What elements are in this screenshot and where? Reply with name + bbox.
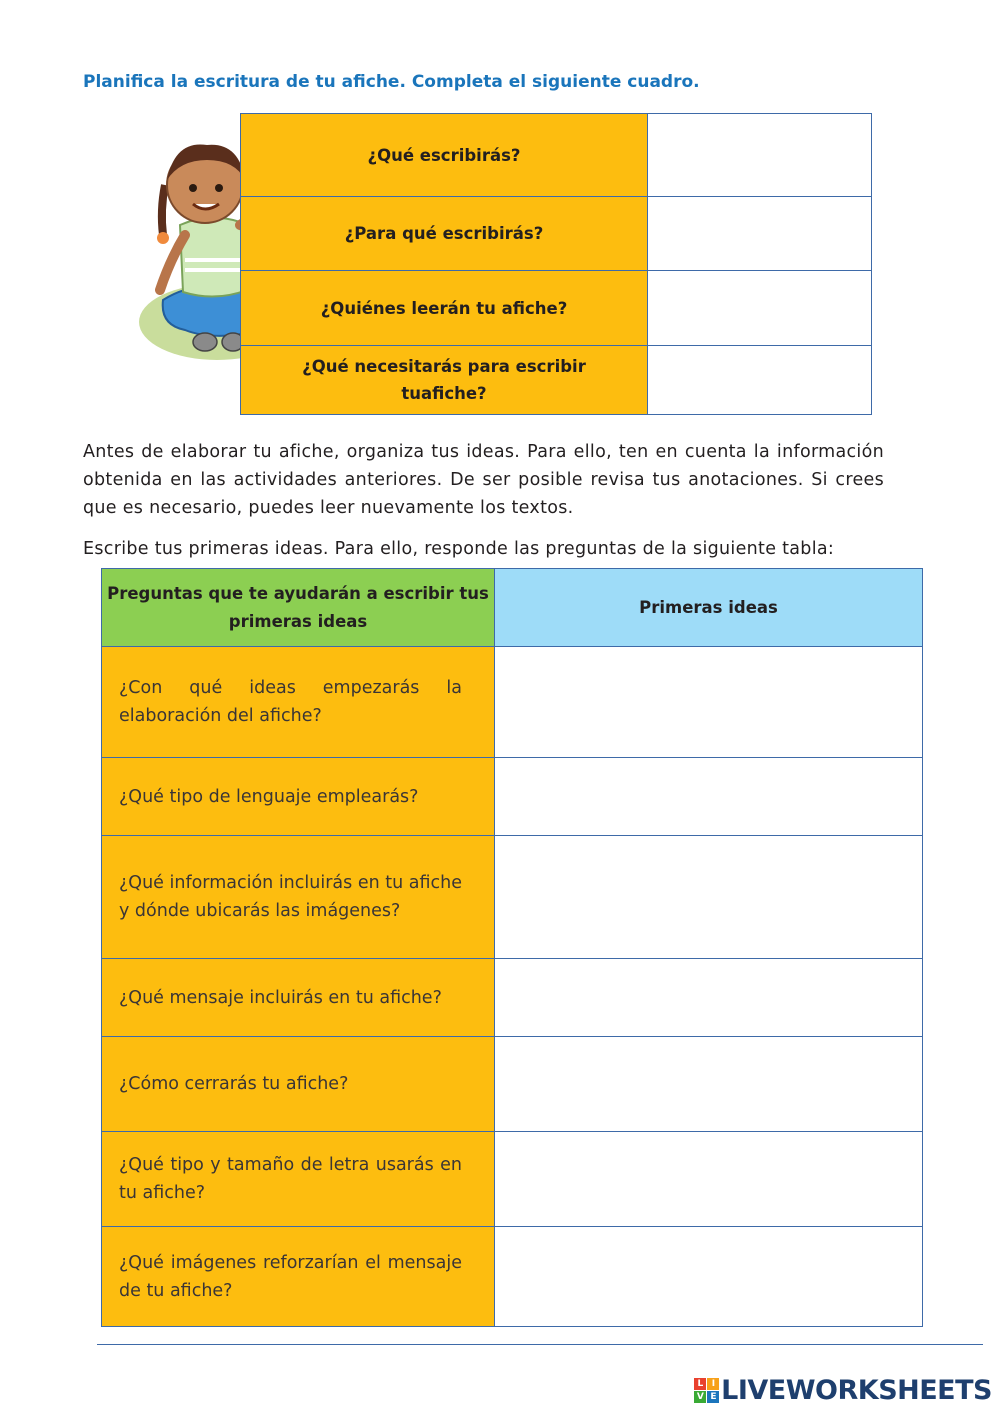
ideas-answer-cell[interactable]: [495, 1037, 923, 1132]
plan-answer-input[interactable]: [648, 301, 871, 318]
ideas-question: ¿Cómo cerrarás tu afiche?: [102, 1037, 495, 1132]
logo-letter: V: [694, 1391, 706, 1403]
plan-question: ¿Qué escribirás?: [241, 114, 648, 197]
ideas-question: ¿Qué tipo y tamaño de letra usarás en tu afiche?: [102, 1132, 495, 1227]
ideas-question: ¿Con qué ideas empezarás la elaboración del afiche?: [102, 647, 495, 758]
brand-text: LIVEWORKSHEETS: [721, 1375, 992, 1406]
plan-answer-input[interactable]: [648, 148, 871, 165]
ideas-row: [102, 959, 923, 1037]
plan-question: ¿Qué necesitarás para escribir tuafiche?: [241, 346, 648, 415]
ideas-row: [102, 1227, 923, 1327]
ideas-answer-cell[interactable]: [495, 1132, 923, 1227]
plan-answer-cell[interactable]: [648, 271, 872, 346]
ideas-row: [102, 647, 923, 758]
ideas-answer-input[interactable]: [495, 990, 922, 1007]
ideas-row: [102, 758, 923, 836]
plan-answer-cell[interactable]: [648, 197, 872, 271]
ideas-answer-input[interactable]: [495, 890, 922, 907]
ideas-answer-cell[interactable]: [495, 1227, 923, 1327]
ideas-question: ¿Qué información incluirás en tu afiche y dónde ubicarás las imágenes?: [102, 836, 495, 959]
plan-question: ¿Quiénes leerán tu afiche?: [241, 271, 648, 346]
plan-answer-cell[interactable]: [648, 346, 872, 415]
ideas-answer-cell[interactable]: [495, 647, 923, 758]
plan-question: ¿Para qué escribirás?: [241, 197, 648, 271]
ideas-answer-input[interactable]: [495, 1077, 922, 1094]
plan-row: [241, 346, 872, 415]
ideas-question: ¿Qué tipo de lenguaje emplearás?: [102, 758, 495, 836]
table-intro-paragraph: Escribe tus primeras ideas. Para ello, responde las preguntas de la siguiente tabla:: [83, 539, 835, 559]
plan-answer-cell[interactable]: [648, 114, 872, 197]
instructions-paragraph: Antes de elaborar tu afiche, organiza tus ideas. Para ello, ten en cuenta la información obtenida en las actividades anteriores. De ser posible revisa tus anotaciones. Si crees que es necesario, puedes leer nuevamente los textos.: [83, 442, 884, 518]
logo-letter: L: [694, 1378, 706, 1390]
ideas-row: [102, 1037, 923, 1132]
ideas-question: ¿Qué imágenes reforzarían el mensaje de tu afiche?: [102, 1227, 495, 1327]
plan-row: [241, 197, 872, 271]
ideas-answer-input[interactable]: [495, 695, 922, 712]
logo-icon: [694, 1378, 719, 1403]
ideas-answer-input[interactable]: [495, 1269, 922, 1286]
ideas-answer-input[interactable]: [495, 789, 922, 806]
plan-answer-input[interactable]: [648, 373, 871, 390]
liveworksheets-logo[interactable]: [694, 1375, 992, 1406]
ideas-table: [101, 568, 923, 1327]
ideas-row: [102, 1132, 923, 1227]
ideas-question: ¿Qué mensaje incluirás en tu afiche?: [102, 959, 495, 1037]
plan-answer-input[interactable]: [648, 226, 871, 243]
logo-letter: E: [707, 1391, 719, 1403]
logo-letter: I: [707, 1378, 719, 1390]
ideas-answer-cell[interactable]: [495, 758, 923, 836]
header-ideas: Primeras ideas: [495, 569, 923, 647]
header-questions: Preguntas que te ayudarán a escribir tus primeras ideas: [102, 569, 495, 647]
ideas-header-row: [102, 569, 923, 647]
ideas-answer-cell[interactable]: [495, 836, 923, 959]
plan-table: [240, 113, 872, 415]
ideas-row: [102, 836, 923, 959]
footer-divider: [97, 1344, 983, 1345]
ideas-answer-input[interactable]: [495, 1172, 922, 1189]
plan-row: [241, 271, 872, 346]
ideas-answer-cell[interactable]: [495, 959, 923, 1037]
plan-row: [241, 114, 872, 197]
page-heading: Planifica la escritura de tu afiche. Completa el siguiente cuadro.: [83, 72, 700, 92]
